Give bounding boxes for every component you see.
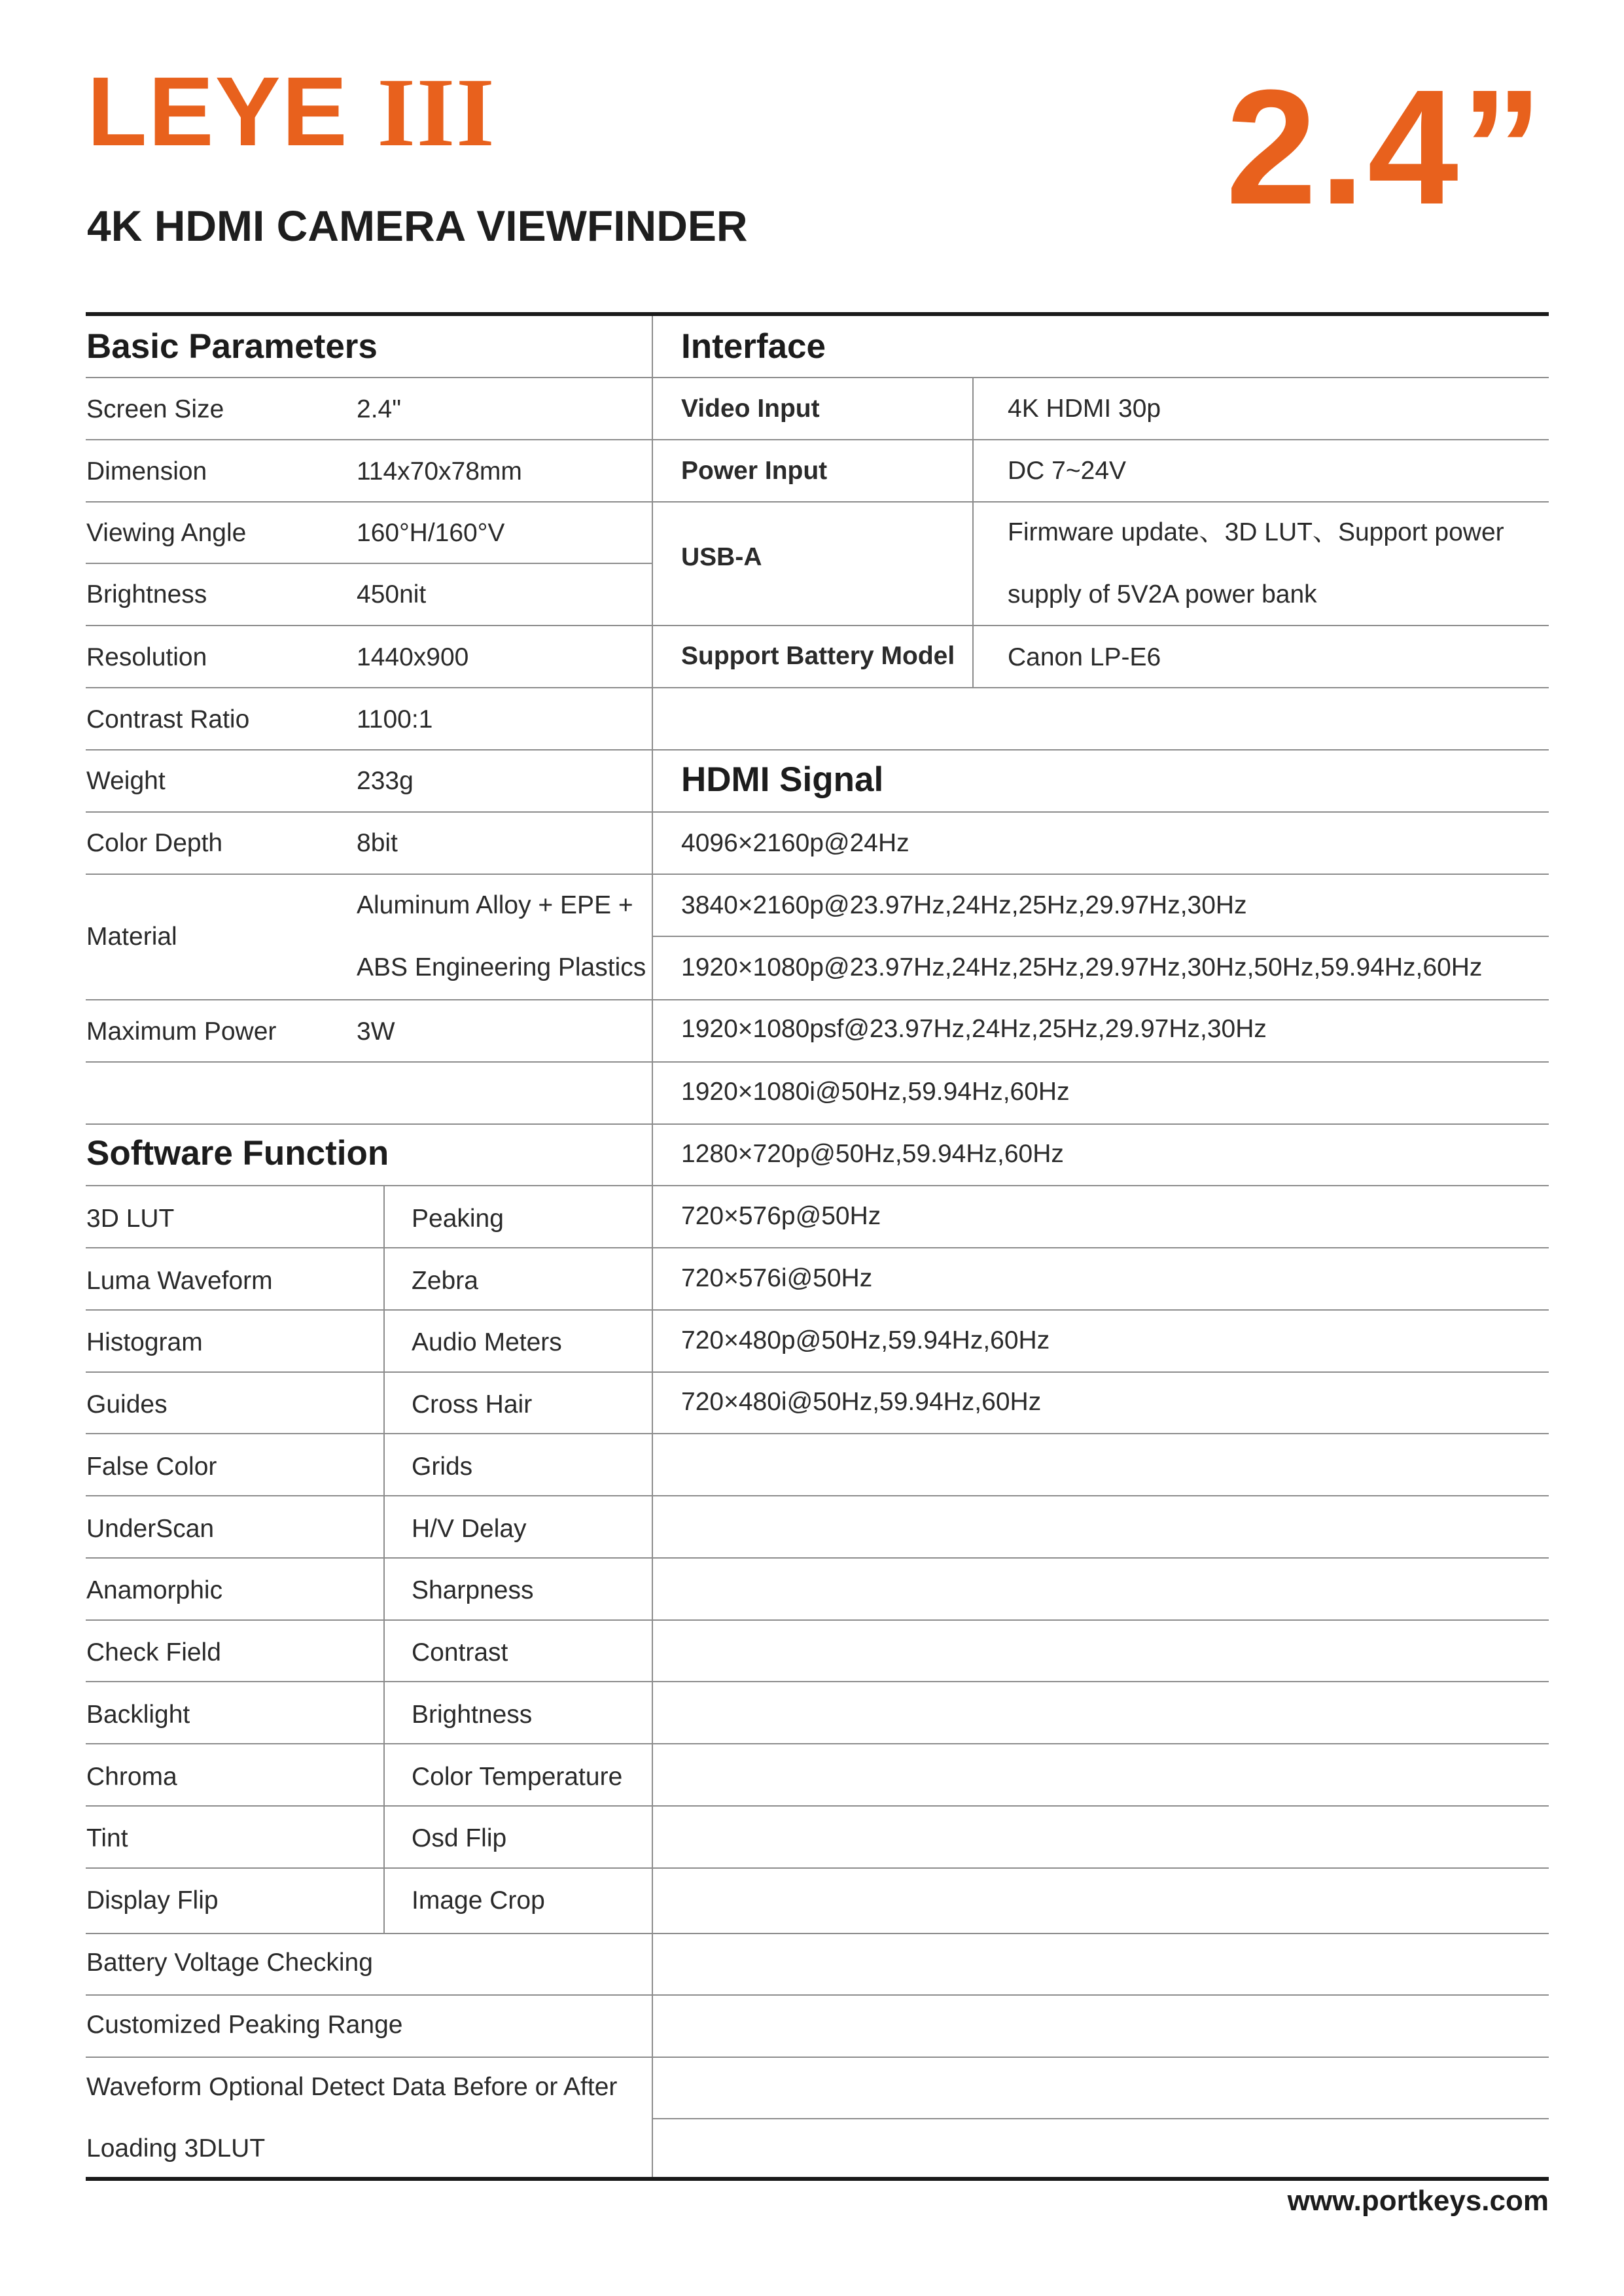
row-divider bbox=[652, 1123, 1549, 1125]
row-divider bbox=[652, 1681, 1549, 1682]
row-divider bbox=[86, 501, 652, 503]
param-label: Brightness bbox=[86, 580, 207, 609]
interface-label: USB-A bbox=[681, 543, 762, 571]
param-value: 1100:1 bbox=[357, 705, 433, 733]
software-function-item: Waveform Optional Detect Data Before or After bbox=[86, 2073, 618, 2101]
row-divider bbox=[652, 625, 1549, 626]
basic-parameters-heading: Basic Parameters bbox=[86, 327, 378, 366]
software-function-item: Battery Voltage Checking bbox=[86, 1949, 373, 1977]
product-subtitle: 4K HDMI CAMERA VIEWFINDER bbox=[87, 202, 748, 250]
software-function-item: Chroma bbox=[86, 1763, 177, 1791]
software-function-heading: Software Function bbox=[86, 1134, 389, 1173]
hdmi-signal-format: 1280×720p@50Hz,59.94Hz,60Hz bbox=[681, 1140, 1064, 1168]
brand-word: LEYE bbox=[87, 56, 349, 166]
interface-label: Support Battery Model bbox=[681, 642, 955, 670]
row-divider bbox=[86, 1247, 652, 1248]
software-function-item: Tint bbox=[86, 1824, 128, 1852]
param-label: Resolution bbox=[86, 643, 207, 671]
software-function-item: Audio Meters bbox=[412, 1328, 562, 1356]
interface-label: Video Input bbox=[681, 395, 820, 423]
table-bottom-rule bbox=[86, 2177, 1549, 2181]
row-divider bbox=[652, 439, 1549, 440]
software-function-item: Display Flip bbox=[86, 1886, 219, 1915]
software-function-item: Grids bbox=[412, 1453, 473, 1481]
row-divider bbox=[86, 1371, 652, 1373]
row-divider bbox=[652, 1933, 1549, 1934]
row-divider bbox=[652, 811, 1549, 813]
software-function-item: UnderScan bbox=[86, 1515, 215, 1543]
row-divider bbox=[86, 2057, 652, 2058]
row-divider bbox=[652, 874, 1549, 875]
software-function-item: Customized Peaking Range bbox=[86, 2011, 403, 2039]
software-function-item: Image Crop bbox=[412, 1886, 545, 1915]
row-divider bbox=[652, 1371, 1549, 1373]
param-label: Dimension bbox=[86, 457, 207, 486]
software-column-divider bbox=[383, 1185, 385, 1934]
row-divider bbox=[652, 1061, 1549, 1063]
software-function-item: Loading 3DLUT bbox=[86, 2134, 266, 2163]
row-divider bbox=[86, 1743, 652, 1744]
hdmi-signal-heading: HDMI Signal bbox=[681, 760, 884, 799]
param-label: Color Depth bbox=[86, 829, 223, 857]
param-label: Material bbox=[86, 923, 177, 951]
interface-column-divider bbox=[972, 377, 974, 688]
row-divider bbox=[86, 1994, 652, 1996]
row-divider bbox=[652, 1185, 1549, 1186]
row-divider bbox=[652, 999, 1549, 1000]
row-divider bbox=[652, 936, 1549, 937]
param-value: 3W bbox=[357, 1017, 395, 1046]
hdmi-signal-format: 1920×1080i@50Hz,59.94Hz,60Hz bbox=[681, 1078, 1070, 1106]
row-divider bbox=[86, 1619, 652, 1621]
row-divider bbox=[86, 1495, 652, 1496]
software-function-item: Anamorphic bbox=[86, 1576, 223, 1604]
row-divider bbox=[652, 687, 1549, 688]
row-divider bbox=[86, 811, 652, 813]
website-url: www.portkeys.com bbox=[1287, 2185, 1549, 2217]
screen-size-heading: 2.4” bbox=[1226, 56, 1545, 238]
hdmi-signal-format: 1920×1080p@23.97Hz,24Hz,25Hz,29.97Hz,30Hz,50Hz,59.94Hz,60Hz bbox=[681, 953, 1483, 981]
interface-value: 4K HDMI 30p bbox=[1008, 395, 1161, 423]
param-value: Aluminum Alloy + EPE + bbox=[357, 891, 633, 919]
row-divider bbox=[652, 1557, 1549, 1559]
row-divider bbox=[86, 1557, 652, 1559]
table-top-rule bbox=[86, 312, 1549, 316]
software-function-item: Contrast bbox=[412, 1638, 508, 1667]
software-function-item: False Color bbox=[86, 1453, 217, 1481]
hdmi-signal-format: 3840×2160p@23.97Hz,24Hz,25Hz,29.97Hz,30Hz bbox=[681, 891, 1247, 919]
row-divider bbox=[86, 687, 652, 688]
param-value: 114x70x78mm bbox=[357, 457, 522, 486]
param-value: ABS Engineering Plastics bbox=[357, 953, 646, 981]
software-function-item: Histogram bbox=[86, 1328, 203, 1356]
param-label: Contrast Ratio bbox=[86, 705, 250, 733]
row-divider bbox=[86, 999, 652, 1000]
row-divider bbox=[652, 1309, 1549, 1311]
interface-value: DC 7~24V bbox=[1008, 457, 1127, 485]
software-function-item: Backlight bbox=[86, 1701, 190, 1729]
param-value: 160°H/160°V bbox=[357, 519, 505, 547]
software-function-item: Cross Hair bbox=[412, 1390, 533, 1419]
row-divider bbox=[86, 439, 652, 440]
row-divider bbox=[652, 1495, 1549, 1496]
row-divider bbox=[652, 1743, 1549, 1744]
param-value: 1440x900 bbox=[357, 643, 469, 671]
brand-roman: III bbox=[377, 58, 496, 167]
hdmi-signal-format: 4096×2160p@24Hz bbox=[681, 829, 909, 857]
row-divider bbox=[86, 1805, 652, 1807]
row-divider bbox=[86, 563, 652, 564]
row-divider bbox=[86, 1061, 652, 1063]
param-value: 2.4" bbox=[357, 395, 402, 423]
row-divider bbox=[652, 1433, 1549, 1434]
param-label: Weight bbox=[86, 767, 166, 795]
row-divider bbox=[86, 1867, 652, 1869]
row-divider bbox=[86, 1309, 652, 1311]
software-function-item: Peaking bbox=[412, 1205, 504, 1233]
row-divider bbox=[86, 749, 652, 751]
param-value: 450nit bbox=[357, 580, 427, 609]
interface-heading: Interface bbox=[681, 327, 826, 366]
row-divider bbox=[652, 1994, 1549, 1996]
hdmi-signal-format: 720×576i@50Hz bbox=[681, 1264, 873, 1292]
hdmi-signal-format: 1920×1080psf@23.97Hz,24Hz,25Hz,29.97Hz,30Hz bbox=[681, 1015, 1267, 1043]
row-divider bbox=[652, 1247, 1549, 1248]
software-function-item: Zebra bbox=[412, 1267, 478, 1295]
brand-logo bbox=[87, 56, 496, 167]
row-divider bbox=[86, 874, 652, 875]
row-divider bbox=[652, 1867, 1549, 1869]
interface-value: supply of 5V2A power bank bbox=[1008, 580, 1317, 609]
row-divider bbox=[652, 749, 1549, 751]
interface-label: Power Input bbox=[681, 457, 828, 485]
param-label: Screen Size bbox=[86, 395, 224, 423]
row-divider bbox=[652, 1619, 1549, 1621]
hdmi-signal-format: 720×480p@50Hz,59.94Hz,60Hz bbox=[681, 1326, 1050, 1354]
hdmi-signal-format: 720×576p@50Hz bbox=[681, 1202, 881, 1230]
row-divider bbox=[652, 501, 1549, 503]
row-divider bbox=[86, 625, 652, 626]
software-function-item: 3D LUT bbox=[86, 1205, 175, 1233]
center-divider bbox=[652, 316, 653, 2177]
interface-value: Canon LP-E6 bbox=[1008, 643, 1161, 671]
software-function-item: Brightness bbox=[412, 1701, 533, 1729]
row-divider bbox=[86, 1123, 652, 1125]
row-divider bbox=[86, 1681, 652, 1682]
row-divider bbox=[652, 2118, 1549, 2119]
row-divider bbox=[652, 1805, 1549, 1807]
param-value: 233g bbox=[357, 767, 414, 795]
interface-value: Firmware update、3D LUT、Support power bbox=[1008, 518, 1504, 546]
param-label: Viewing Angle bbox=[86, 519, 247, 547]
row-divider bbox=[86, 1185, 652, 1186]
software-function-item: Sharpness bbox=[412, 1576, 534, 1604]
row-divider bbox=[86, 1433, 652, 1434]
software-function-item: Luma Waveform bbox=[86, 1267, 273, 1295]
software-function-item: Check Field bbox=[86, 1638, 221, 1667]
param-label: Maximum Power bbox=[86, 1017, 277, 1046]
software-function-item: H/V Delay bbox=[412, 1515, 527, 1543]
row-divider bbox=[652, 377, 1549, 378]
row-divider bbox=[86, 377, 652, 378]
hdmi-signal-format: 720×480i@50Hz,59.94Hz,60Hz bbox=[681, 1388, 1042, 1416]
software-function-item: Guides bbox=[86, 1390, 168, 1419]
software-function-item: Color Temperature bbox=[412, 1763, 623, 1791]
software-function-item: Osd Flip bbox=[412, 1824, 507, 1852]
param-value: 8bit bbox=[357, 829, 398, 857]
row-divider bbox=[652, 2057, 1549, 2058]
row-divider bbox=[86, 1933, 652, 1934]
